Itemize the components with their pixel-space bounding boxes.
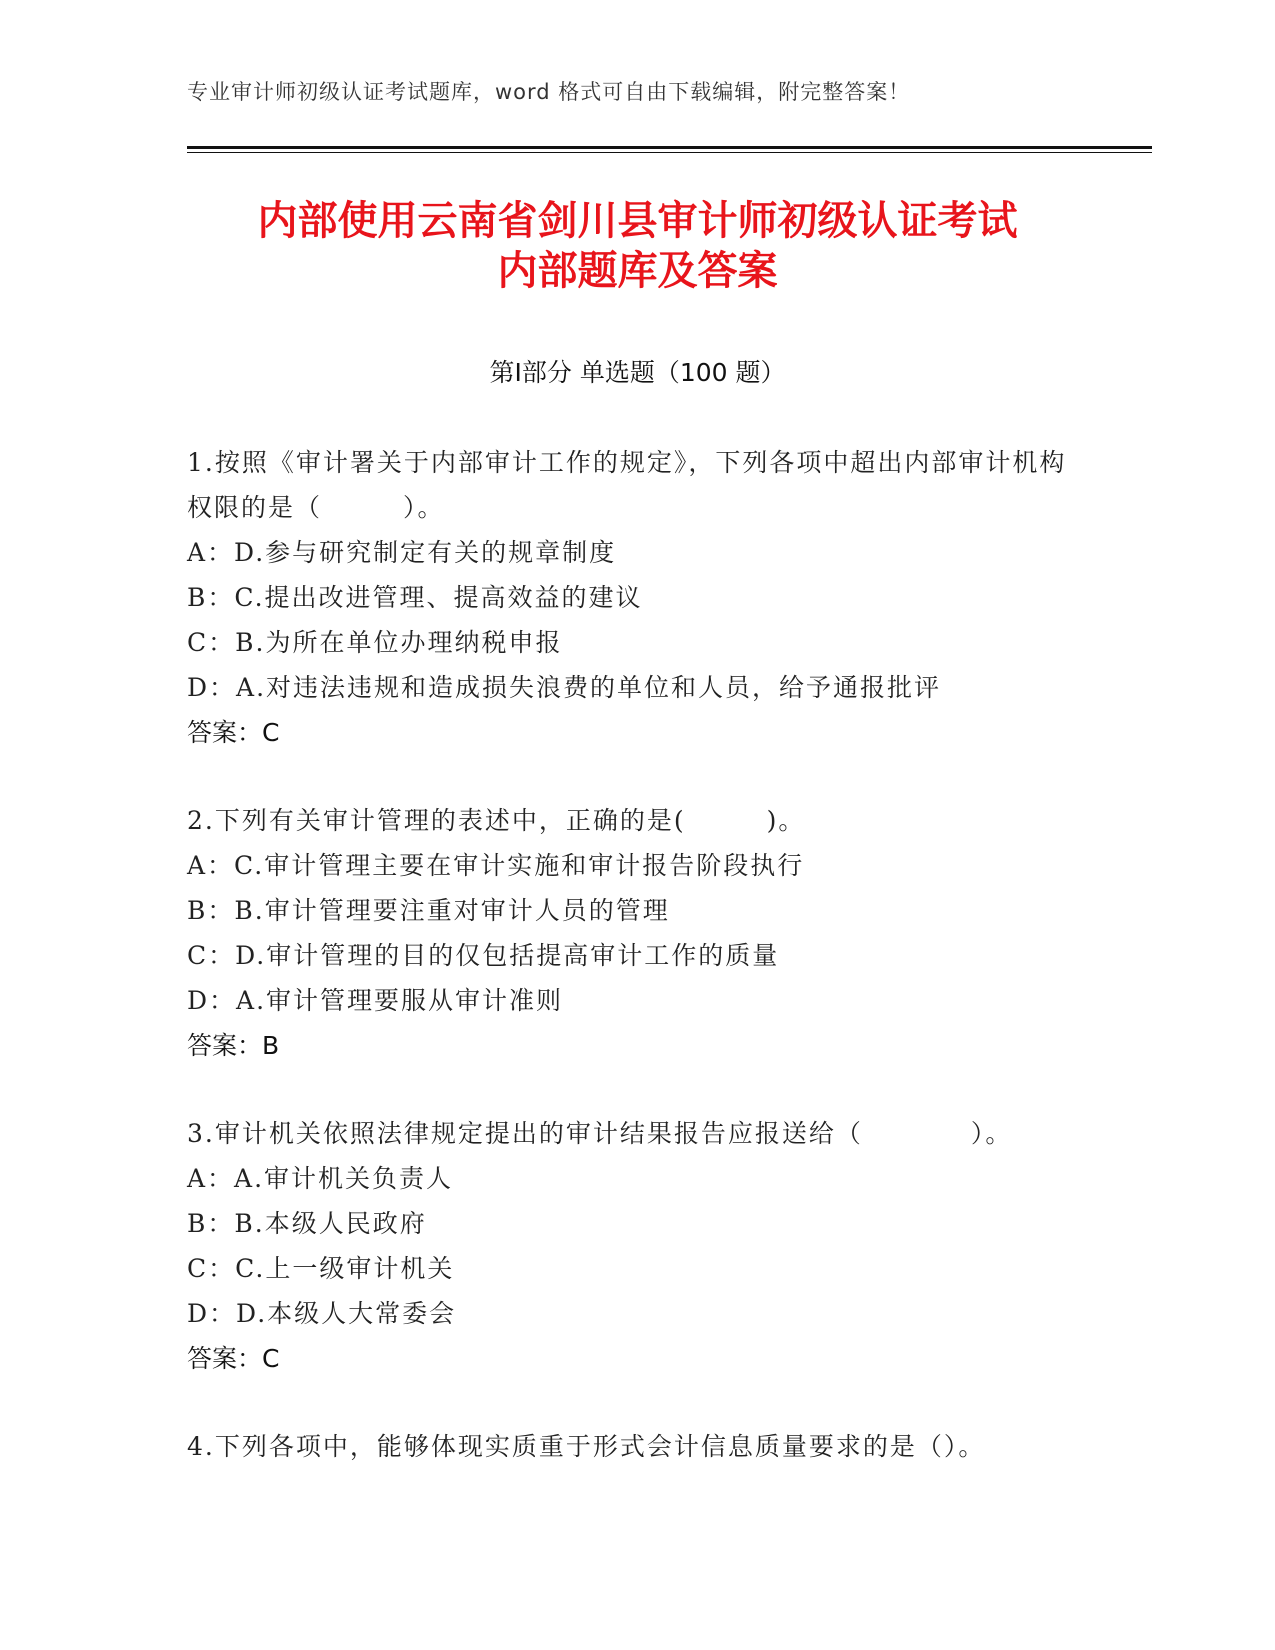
option-b: B：B.本级人民政府 bbox=[187, 1209, 427, 1238]
option-c: C：B.为所在单位办理纳税申报 bbox=[187, 628, 563, 657]
question-4 bbox=[187, 1424, 1087, 1469]
header-note: 专业审计师初级认证考试题库，word 格式可自由下载编辑，附完整答案！ bbox=[187, 80, 911, 104]
option-a: A：A.审计机关负责人 bbox=[187, 1164, 454, 1193]
section-title: 第Ⅰ部分 单选题（100 题） bbox=[489, 358, 786, 387]
document-title bbox=[150, 196, 1125, 296]
option-c: C：C.上一级审计机关 bbox=[187, 1254, 455, 1283]
question-1 bbox=[187, 440, 1087, 755]
answer: 答案：B bbox=[187, 1031, 280, 1060]
option-b: B：C.提出改进管理、提高效益的建议 bbox=[187, 583, 643, 612]
option-d: D：D.本级人大常委会 bbox=[187, 1299, 457, 1328]
option-d: D：A.审计管理要服从审计准则 bbox=[187, 986, 564, 1015]
option-d: D：A.对违法违规和造成损失浪费的单位和人员，给予通报批评 bbox=[187, 673, 942, 702]
question-stem: 4.下列各项中，能够体现实质重于形式会计信息质量要求的是（）。 bbox=[187, 1432, 986, 1461]
answer: 答案：C bbox=[187, 718, 280, 747]
header-divider-thick bbox=[187, 146, 1152, 149]
question-stem: 3.审计机关依照法律规定提出的审计结果报告应报送给（ ）。 bbox=[187, 1119, 1013, 1148]
answer: 答案：C bbox=[187, 1344, 280, 1373]
question-3 bbox=[187, 1111, 1087, 1381]
header-divider-thin bbox=[187, 152, 1152, 153]
document-title-line-2: 内部题库及答案 bbox=[497, 248, 778, 294]
option-a: A：C.审计管理主要在审计实施和审计报告阶段执行 bbox=[187, 851, 805, 880]
question-stem: 1.按照《审计署关于内部审计工作的规定》，下列各项中超出内部审计机构权限的是（ ）。 bbox=[187, 448, 1067, 522]
question-2 bbox=[187, 798, 1087, 1068]
question-stem: 2.下列有关审计管理的表述中，正确的是( )。 bbox=[187, 806, 806, 835]
option-c: C：D.审计管理的目的仅包括提高审计工作的质量 bbox=[187, 941, 780, 970]
option-b: B：B.审计管理要注重对审计人员的管理 bbox=[187, 896, 670, 925]
document-title-line-1: 内部使用云南省剑川县审计师初级认证考试 bbox=[257, 198, 1018, 244]
option-a: A：D.参与研究制定有关的规章制度 bbox=[187, 538, 617, 567]
question-list bbox=[187, 440, 1087, 1512]
